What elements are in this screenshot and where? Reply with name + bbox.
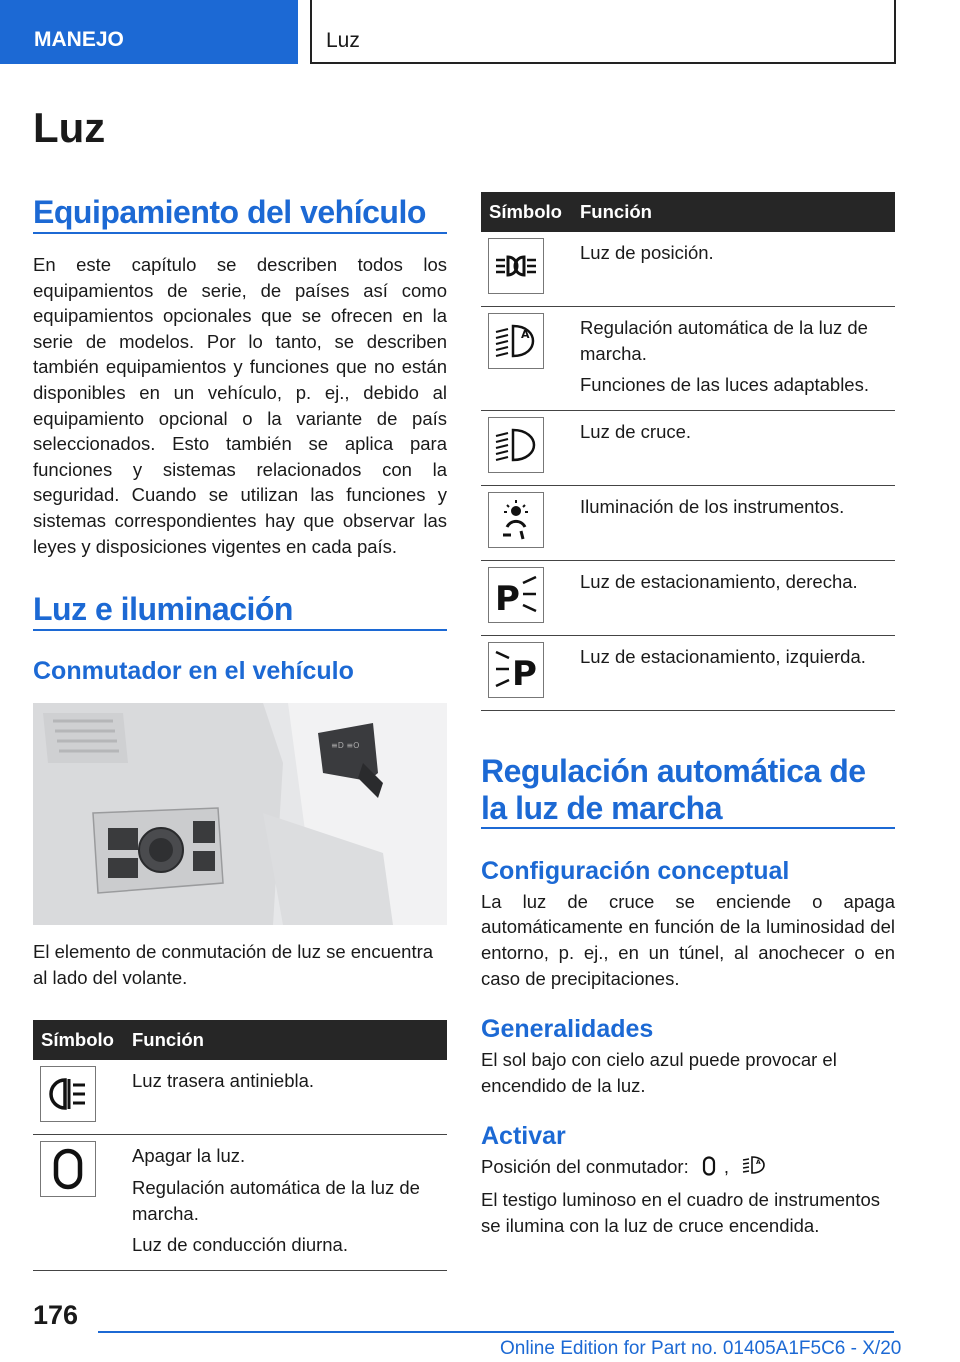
topic-header: Luz [310, 0, 896, 64]
paragraph-configuracion: La luz de cruce se enciende o apaga automáticamente en función de la luminosidad del entorno, p. ej., en un túnel, al anochecer o en caso de precipitaciones. [481, 890, 895, 989]
footer-divider [98, 1331, 894, 1333]
heading-regulacion-automatica: Regulación automática de la luz de marcha [481, 753, 895, 829]
heading-activar: Activar [481, 1122, 566, 1151]
low-beam-icon [488, 417, 544, 473]
svg-text:A: A [756, 1159, 761, 1167]
table-row [481, 485, 895, 560]
table-header-function: Función [128, 1020, 447, 1060]
paragraph-conmutador: El elemento de conmutación de luz se encuentra al lado del volante. [33, 941, 434, 988]
paragraph-activar-testigo: El testigo luminoso en el cuadro de instrumentos se ilumina con la luz de cruce encendida. [481, 1188, 880, 1236]
heading-configuracion: Configuración conceptual [481, 856, 790, 885]
function-text: Luz de estacionamiento, izquierda. [580, 645, 866, 667]
heading-conmutador: Conmutador en el vehículo [33, 657, 354, 686]
lights-off-inline-icon [702, 1156, 716, 1183]
function-text: Luz de posición. [580, 242, 714, 263]
footer-edition: Online Edition for Part no. 01405A1F5C6 - X/20 [500, 1338, 902, 1359]
function-text: Funciones de las luces adaptables. [580, 374, 869, 396]
auto-headlight-inline-icon [742, 1154, 766, 1183]
section-tab: MANEJO [0, 0, 298, 64]
paragraph-activar-position [481, 1154, 895, 1183]
heading-luz-iluminacion: Luz e iluminación [33, 589, 447, 631]
svg-text:P: P [512, 653, 537, 693]
heading-generalidades: Generalidades [481, 1015, 654, 1044]
paragraph-generalidades: El sol bajo con cielo azul puede provocar el encendido de la luz. [481, 1049, 837, 1096]
function-text: Luz trasera antiniebla. [132, 1070, 315, 1092]
heading-equipamiento: Equipamiento del vehículo [33, 192, 447, 234]
function-text: Luz de cruce. [580, 420, 692, 442]
position-light-icon [488, 238, 544, 294]
function-text: Luz de conducción diurna. [132, 1234, 348, 1256]
function-text: Regulación automática de la luz de marcha. [132, 1176, 420, 1224]
dashboard-illustration [33, 703, 447, 925]
table-header-function: Función [576, 192, 895, 232]
parking-light-right-icon [488, 567, 544, 623]
svg-text:≡D ≡O: ≡D ≡O [331, 741, 360, 751]
instrument-lighting-icon [488, 492, 544, 548]
symbol-table-left [33, 1020, 447, 1270]
left-column [33, 192, 447, 1271]
table-header-symbol: Símbolo [33, 1020, 128, 1060]
lights-off-icon [40, 1141, 96, 1197]
page-number: 176 [33, 1300, 79, 1330]
function-text: Luz de estacionamiento, derecha. [580, 570, 858, 592]
table-row [481, 560, 895, 635]
svg-text:A: A [521, 328, 530, 341]
symbol-table-right [481, 192, 895, 711]
paragraph-equipamiento: En este capítulo se describen todos los equipamientos de serie, de países así como equipamientos opcionales que se ofrecen en la serie de modelos. Por lo tanto, se describen también equipamientos y funciones que no están disponibles en un vehículo, p. ej., debido al equipamiento opcional o la variante de país seleccionados. Esto también se aplica para funciones y sistemas relacionados con la seguridad. Cuando se utilizan las funciones y sistemas correspondientes hay que observar las leyes y disposiciones vigentes en cada país. [33, 254, 447, 557]
page-title: Luz [33, 104, 106, 151]
function-text: Iluminación de los instrumentos. [580, 495, 845, 517]
auto-headlight-icon [488, 313, 544, 369]
parking-light-left-icon [488, 642, 544, 698]
switch-position-label: Posición del conmutador: [481, 1156, 689, 1178]
light-switch-photo [33, 703, 447, 925]
separator: , [723, 1156, 730, 1178]
table-row [481, 635, 895, 710]
function-text: Regulación automática de la luz de marcha. [580, 317, 868, 364]
table-row [33, 1135, 447, 1270]
table-row [33, 1060, 447, 1135]
svg-text:P: P [495, 578, 520, 618]
function-text: Apagar la luz. [132, 1145, 246, 1167]
table-row [481, 232, 895, 307]
rear-fog-light-icon [40, 1066, 96, 1122]
table-header-symbol: Símbolo [481, 192, 576, 232]
table-row [481, 307, 895, 411]
right-column [481, 192, 895, 1238]
table-row [481, 410, 895, 485]
